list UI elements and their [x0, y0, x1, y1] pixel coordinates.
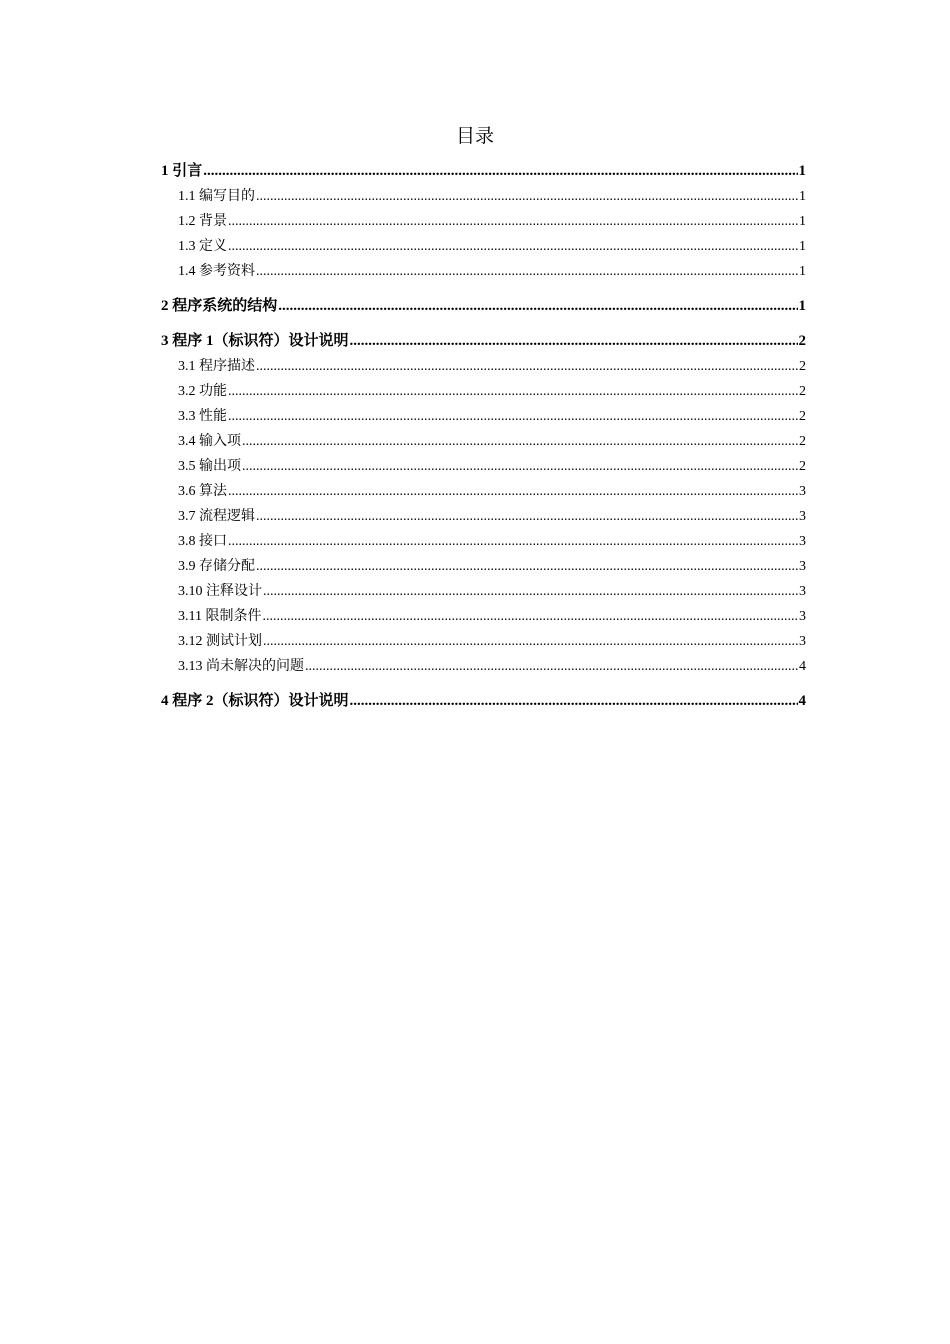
dot-leader	[256, 259, 798, 284]
toc-page-number: 3	[799, 634, 806, 649]
toc-entry-label: 3.9 存储分配	[178, 559, 255, 574]
toc-page-number: 3	[799, 534, 806, 549]
dot-leader	[256, 554, 798, 579]
dot-leader	[228, 379, 798, 404]
toc-title: 目录	[455, 125, 494, 147]
toc-page-number: 3	[799, 509, 806, 524]
toc-entry-1-4[interactable]	[161, 259, 806, 284]
dot-leader	[262, 604, 798, 629]
toc-page-number: 1	[798, 163, 806, 179]
toc-page-number: 1	[798, 298, 806, 314]
toc-entry-label: 3.1 程序描述	[178, 359, 255, 374]
dot-leader	[256, 184, 798, 209]
toc-page-number: 4	[799, 659, 806, 674]
toc-page-number: 3	[799, 559, 806, 574]
dot-leader	[305, 654, 798, 679]
toc-entry-3-7[interactable]	[161, 504, 806, 529]
dot-leader	[263, 579, 798, 604]
toc-entry-3-6[interactable]	[161, 479, 806, 504]
dot-leader	[350, 689, 798, 714]
toc-entry-label: 1 引言	[161, 163, 203, 179]
dot-leader	[256, 504, 798, 529]
toc-page-number: 2	[798, 333, 806, 349]
toc-entry-label: 1.2 背景	[178, 214, 227, 229]
toc-entry-label: 3.12 测试计划	[178, 634, 262, 649]
dot-leader	[228, 209, 798, 234]
toc-entry-label: 3 程序 1（标识符）设计说明	[161, 333, 349, 349]
toc-page-number: 2	[799, 459, 806, 474]
toc-entry-1-1[interactable]	[161, 184, 806, 209]
dot-leader	[242, 429, 798, 454]
toc-page-number: 1	[799, 189, 806, 204]
toc-entry-3-9[interactable]	[161, 554, 806, 579]
toc-entry-label: 3.2 功能	[178, 384, 227, 399]
toc-entry-4[interactable]	[161, 689, 806, 714]
toc-entry-3-3[interactable]	[161, 404, 806, 429]
toc-entry-3-5[interactable]	[161, 454, 806, 479]
toc-entry-label: 3.6 算法	[178, 484, 227, 499]
dot-leader	[278, 294, 797, 319]
toc-page-number: 3	[799, 484, 806, 499]
toc-page-number: 2	[799, 434, 806, 449]
toc-entry-label: 2 程序系统的结构	[161, 298, 278, 314]
toc-entry-label: 1.3 定义	[178, 239, 227, 254]
toc-entry-3[interactable]	[161, 329, 806, 354]
toc-page-number: 3	[799, 584, 806, 599]
toc-entry-3-4[interactable]	[161, 429, 806, 454]
toc-entry-label: 3.4 输入项	[178, 434, 241, 449]
table-of-contents	[161, 159, 806, 714]
toc-entry-3-2[interactable]	[161, 379, 806, 404]
toc-page-number: 1	[799, 239, 806, 254]
dot-leader	[228, 479, 798, 504]
toc-page-number: 2	[799, 384, 806, 399]
toc-entry-1-2[interactable]	[161, 209, 806, 234]
dot-leader	[228, 529, 798, 554]
toc-entry-label: 3.13 尚未解决的问题	[178, 659, 304, 674]
toc-entry-label: 3.10 注释设计	[178, 584, 262, 599]
toc-entry-label: 3.3 性能	[178, 409, 227, 424]
toc-entry-3-11[interactable]	[161, 604, 806, 629]
toc-page-number: 2	[799, 359, 806, 374]
dot-leader	[263, 629, 798, 654]
toc-entry-label: 1.1 编写目的	[178, 189, 255, 204]
toc-entry-label: 3.8 接口	[178, 534, 227, 549]
toc-page-number: 1	[799, 264, 806, 279]
toc-entry-1[interactable]	[161, 159, 806, 184]
toc-entry-label: 1.4 参考资料	[178, 264, 255, 279]
dot-leader	[242, 454, 798, 479]
toc-page-number: 3	[799, 609, 806, 624]
toc-entry-label: 3.11 限制条件	[178, 609, 262, 624]
toc-page-number: 1	[799, 214, 806, 229]
toc-entry-label: 4 程序 2（标识符）设计说明	[161, 693, 349, 709]
toc-entry-3-13[interactable]	[161, 654, 806, 679]
dot-leader	[256, 354, 798, 379]
toc-entry-2[interactable]	[161, 294, 806, 319]
toc-entry-label: 3.7 流程逻辑	[178, 509, 255, 524]
dot-leader	[350, 329, 798, 354]
toc-entry-3-10[interactable]	[161, 579, 806, 604]
toc-entry-1-3[interactable]	[161, 234, 806, 259]
toc-entry-3-1[interactable]	[161, 354, 806, 379]
toc-page-number: 4	[798, 693, 806, 709]
toc-entry-3-8[interactable]	[161, 529, 806, 554]
toc-entry-label: 3.5 输出项	[178, 459, 241, 474]
toc-entry-3-12[interactable]	[161, 629, 806, 654]
toc-page-number: 2	[799, 409, 806, 424]
dot-leader	[203, 159, 797, 184]
dot-leader	[228, 234, 798, 259]
dot-leader	[228, 404, 798, 429]
